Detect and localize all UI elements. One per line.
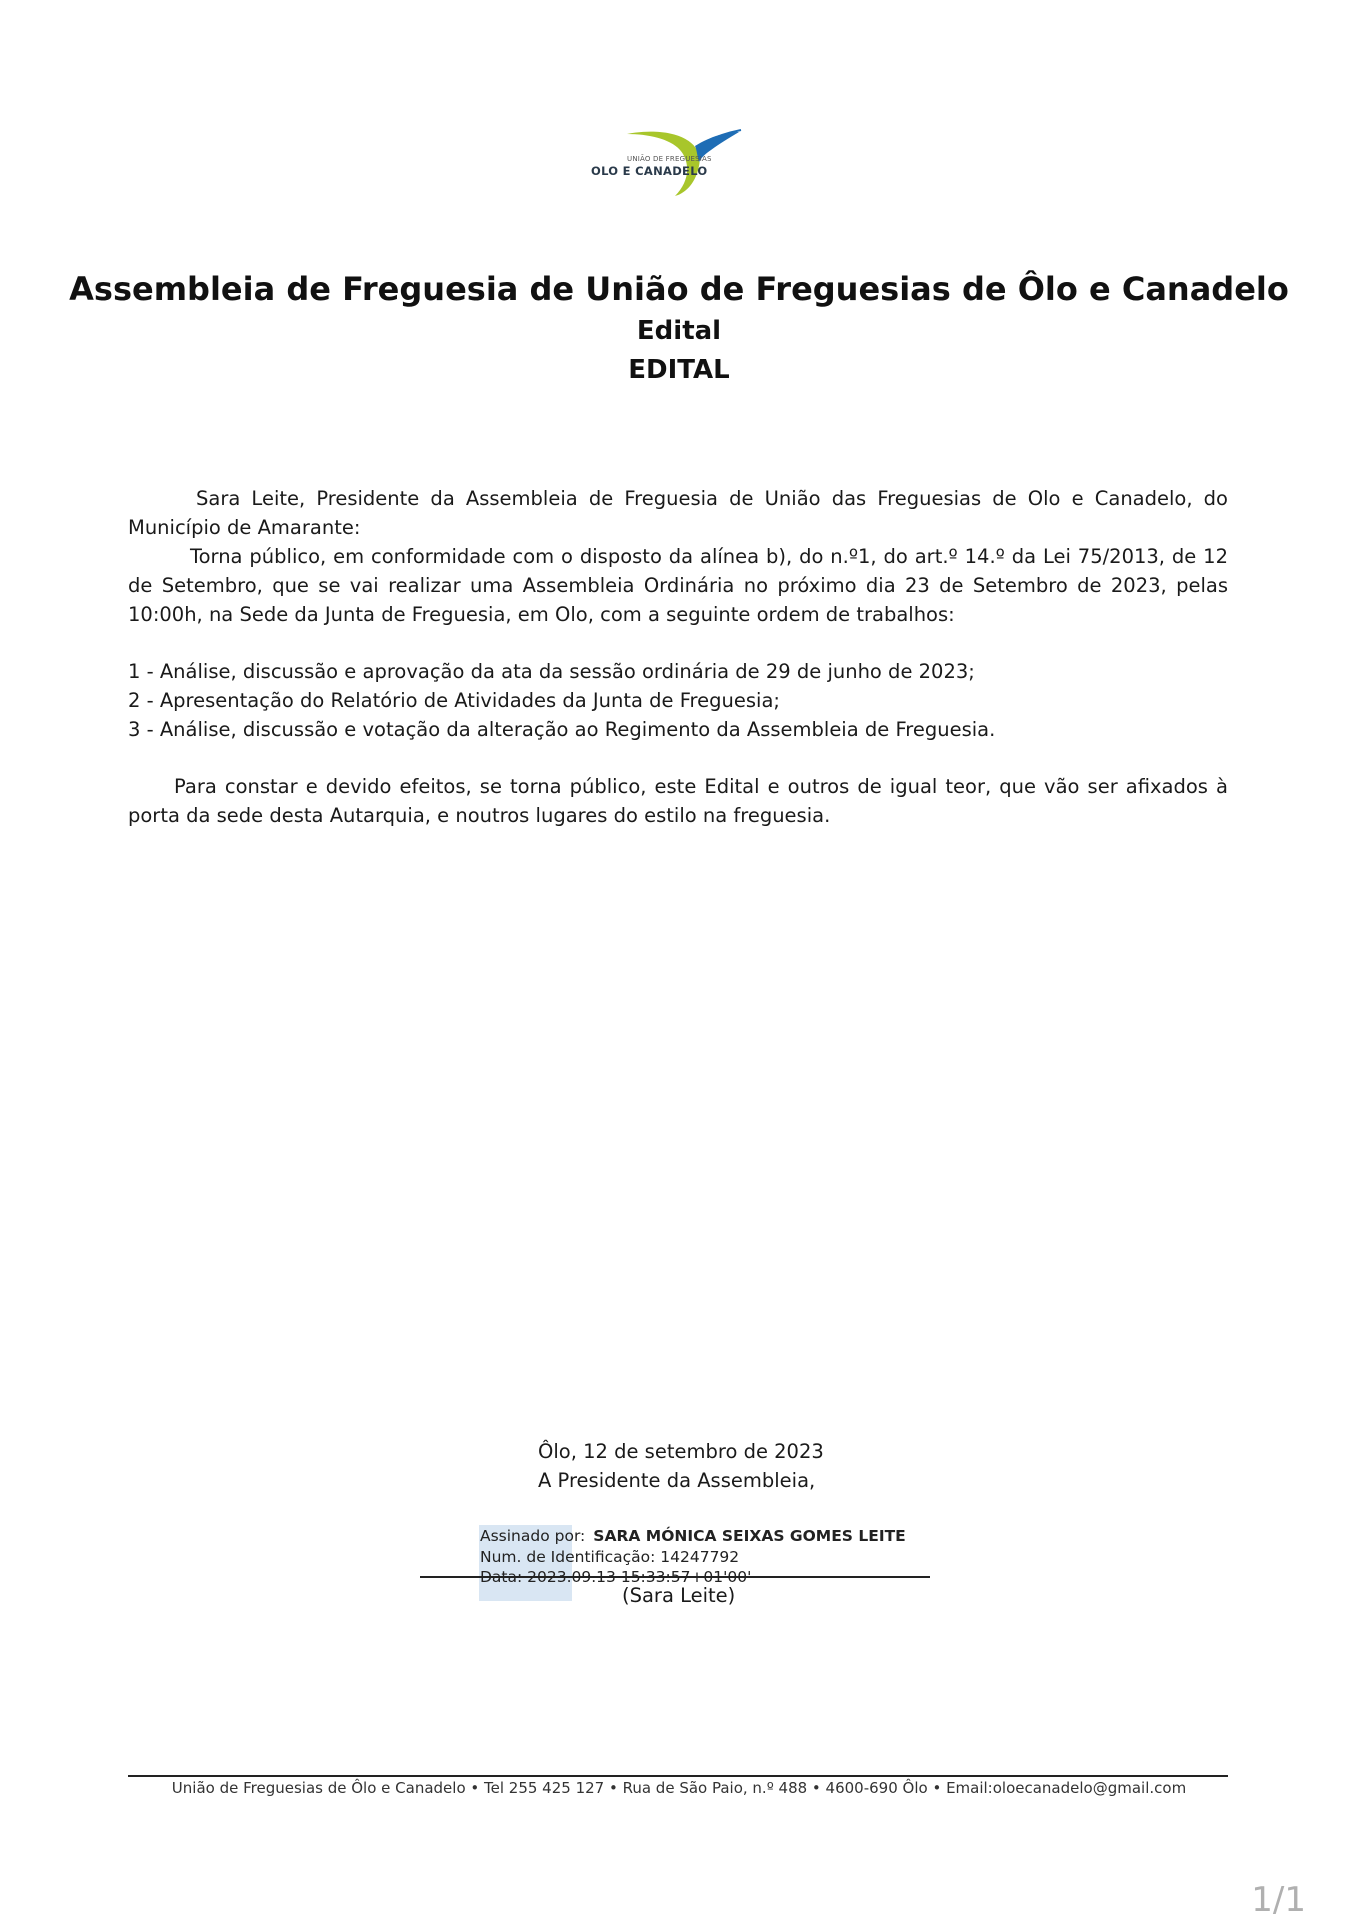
- paragraph-announcement: Torna público, em conformidade com o disposto da alínea b), do n.º1, do art.º 14.º da Lei 75/2013, de 12 de Setembro, que se vai realizar uma Assembleia Ordinária no próximo dia 23 de Setembro de 2023, pelas 10:00h, na Sede da Junta de Freguesia, em Olo, com a seguinte ordem de trabalhos:: [128, 545, 1228, 626]
- signed-by-label: Assinado por:: [480, 1527, 586, 1545]
- document-subtitle: Edital: [636, 316, 722, 346]
- signature-line: [420, 1576, 930, 1578]
- agenda-item: 1 - Análise, discussão e aprovação da ata da sessão ordinária de 29 de junho de 2023;: [128, 660, 975, 683]
- signed-by-name: SARA MÓNICA SEIXAS GOMES LEITE: [593, 1527, 906, 1545]
- paragraph-closing: Para constar e devido efeitos, se torna público, este Edital e outros de igual teor, que vão ser afixados à porta da sede desta Autarquia, e noutros lugares do estilo na freguesia.: [128, 775, 1228, 827]
- agenda-list: [128, 657, 1228, 744]
- paragraph-intro: Sara Leite, Presidente da Assembleia de Freguesia de União das Freguesias de Olo e Canadelo, do Município de Amarante:: [128, 487, 1228, 539]
- signature-date-line: Data: 2023.09.13 15:33:57+01'00': [480, 1568, 752, 1586]
- logo-swoosh-icon: [587, 128, 767, 198]
- document-subtitle-caps: EDITAL: [628, 355, 730, 385]
- document-title: Assembleia de Freguesia de União de Freguesias de Ôlo e Canadelo: [69, 270, 1289, 308]
- signature-header: [538, 1437, 824, 1495]
- footer-divider: [128, 1775, 1228, 1777]
- agenda-item: 2 - Apresentação do Relatório de Atividades da Junta de Freguesia;: [128, 689, 780, 712]
- logo: [587, 128, 767, 198]
- digital-signature-details: [480, 1526, 906, 1588]
- place-date: Ôlo, 12 de setembro de 2023: [538, 1440, 824, 1463]
- footer-contact: União de Freguesias de Ôlo e Canadelo • Tel 255 425 127 • Rua de São Paio, n.º 488 • 4600-690 Ôlo • Email:oloecanadelo@gmail.com: [171, 1779, 1187, 1797]
- page-indicator: 1/1: [1251, 1880, 1306, 1920]
- signer-role: A Presidente da Assembleia,: [538, 1469, 816, 1492]
- logo-main-text: OLO E CANADELO: [591, 164, 708, 178]
- agenda-item: 3 - Análise, discussão e votação da alteração ao Regimento da Assembleia de Freguesia.: [128, 718, 996, 741]
- signature-id-line: Num. de Identificação: 14247792: [480, 1547, 740, 1566]
- logo-small-text: UNIÃO DE FREGUESIAS: [627, 155, 712, 163]
- signature-caption: (Sara Leite): [622, 1584, 736, 1607]
